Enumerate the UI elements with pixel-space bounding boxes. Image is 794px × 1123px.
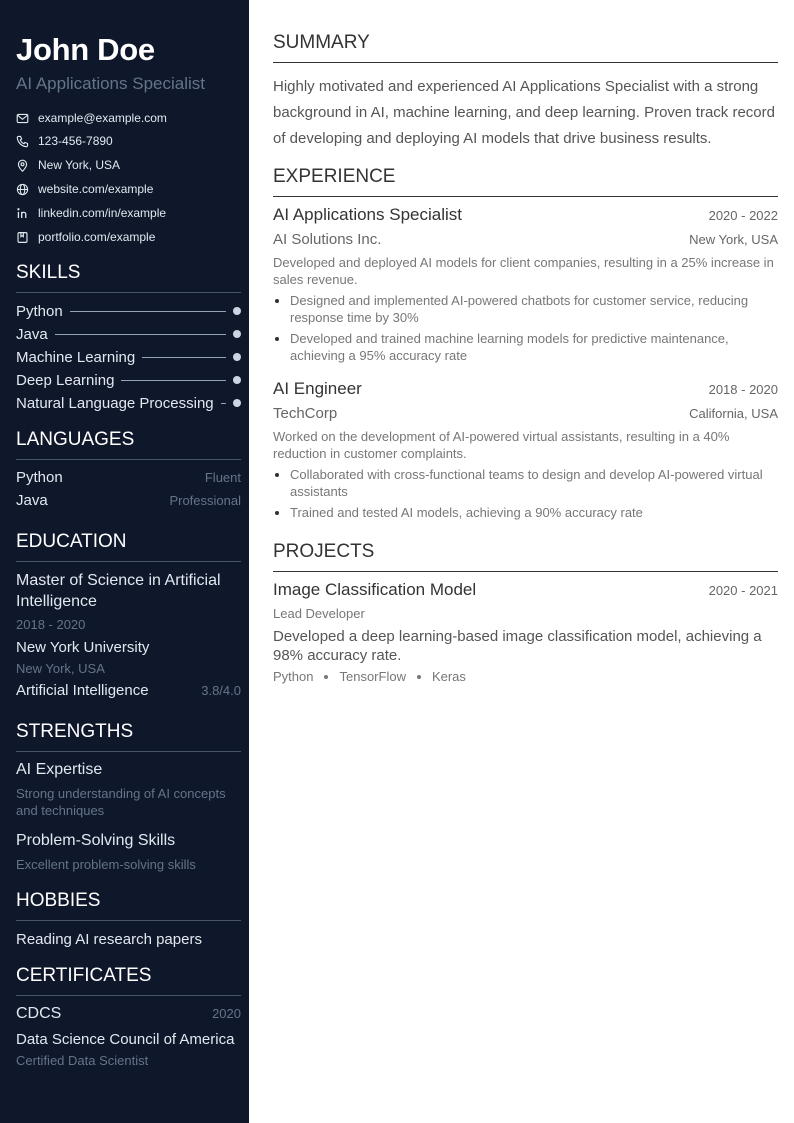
language-name: Python (16, 469, 63, 486)
certificates-divider (16, 995, 241, 996)
project-tags (273, 669, 466, 684)
strengths-heading: STRENGTHS (16, 721, 134, 742)
skill-label: Deep Learning (16, 371, 115, 389)
contact-email[interactable] (16, 109, 167, 127)
map-pin-icon (16, 159, 29, 172)
strength-title: Problem-Solving Skills (16, 832, 176, 849)
experience-divider (273, 196, 778, 197)
hobbies-heading: HOBBIES (16, 890, 101, 911)
experience-company-row (273, 405, 778, 422)
strength-title: AI Expertise (16, 761, 103, 778)
contact-website-text: website.com/example (38, 182, 154, 196)
skill-line (221, 403, 226, 404)
education-field-row (16, 682, 241, 699)
skill-item (16, 324, 241, 344)
strength-desc: Strong understanding of AI concepts and techniques (16, 786, 226, 818)
experience-heading: EXPERIENCE (273, 166, 396, 187)
experience-company-row (273, 231, 778, 248)
education-heading: EDUCATION (16, 531, 127, 552)
candidate-title: AI Applications Specialist (16, 74, 205, 93)
contact-phone[interactable] (16, 132, 113, 150)
experience-bullet: Designed and implemented AI-powered chatbots for customer service, reducing response time by 30% (273, 292, 778, 326)
project-tag: Keras (431, 669, 466, 684)
project-title: Image Classification Model (273, 580, 477, 599)
contact-email-text: example@example.com (38, 111, 167, 125)
experience-title: AI Applications Specialist (273, 205, 462, 224)
language-name: Java (16, 492, 48, 509)
skill-line (70, 311, 226, 312)
skills-heading: SKILLS (16, 262, 81, 283)
contact-portfolio[interactable] (16, 228, 155, 246)
skill-line (142, 357, 226, 358)
sidebar (0, 0, 249, 1123)
strength-desc: Excellent problem-solving skills (16, 857, 196, 872)
skill-dot (233, 330, 241, 338)
tag-separator (417, 675, 421, 679)
experience-bullet: Trained and tested AI models, achieving a 90% accuracy rate (273, 504, 778, 521)
experience-location: New York, USA (689, 232, 778, 247)
contact-website[interactable] (16, 180, 153, 198)
languages-heading: LANGUAGES (16, 429, 135, 450)
education-gpa: 3.8/4.0 (201, 683, 241, 698)
education-degree: Master of Science in Artificial Intelligence (16, 572, 221, 610)
experience-title: AI Engineer (273, 379, 362, 398)
experience-bullet: Developed and trained machine learning models for predictive maintenance, achieving a 95% accuracy rate (273, 330, 778, 364)
skill-dot (233, 307, 241, 315)
phone-icon (16, 135, 29, 148)
bookmark-icon (16, 231, 29, 244)
certificate-year: 2020 (212, 1006, 241, 1021)
experience-desc: Developed and deployed AI models for client companies, resulting in a 25% increase in sales revenue. (273, 255, 774, 287)
experience-dates: 2018 - 2020 (708, 382, 778, 397)
education-dates: 2018 - 2020 (16, 617, 86, 632)
projects-heading: PROJECTS (273, 541, 375, 562)
experience-location: California, USA (689, 406, 778, 421)
education-divider (16, 561, 241, 562)
language-item (16, 492, 241, 509)
skill-item (16, 301, 241, 321)
skill-dot (233, 399, 241, 407)
project-title-row (273, 580, 778, 600)
project-desc: Developed a deep learning-based image classification model, achieving a 98% accuracy rate. (273, 628, 762, 664)
project-dates: 2020 - 2021 (708, 583, 778, 598)
skill-label: Machine Learning (16, 348, 136, 366)
skill-item (16, 347, 241, 367)
project-tag: TensorFlow (339, 669, 406, 684)
skill-label: Python (16, 302, 63, 320)
certificate-issuer: Data Science Council of America (16, 1031, 235, 1048)
contact-location-text: New York, USA (38, 158, 121, 172)
skill-item (16, 393, 241, 413)
skill-label: Natural Language Processing (16, 394, 214, 412)
skill-dot (233, 353, 241, 361)
certificate-name: CDCS (16, 1005, 62, 1022)
language-level: Professional (169, 493, 241, 508)
skill-dot (233, 376, 241, 384)
experience-bullet: Collaborated with cross-functional teams to design and develop AI-powered virtual assistants (273, 466, 778, 500)
skills-divider (16, 292, 241, 293)
experience-company: TechCorp (273, 405, 338, 422)
globe-icon (16, 183, 29, 196)
certificate-row (16, 1005, 241, 1023)
experience-desc: Worked on the development of AI-powered virtual assistants, resulting in a 40% reduction in customer complaints. (273, 429, 730, 461)
certificate-desc: Certified Data Scientist (16, 1053, 149, 1068)
hobbies-divider (16, 920, 241, 921)
language-item (16, 469, 241, 486)
skill-label: Java (16, 325, 48, 343)
languages-divider (16, 459, 241, 460)
certificates-heading: CERTIFICATES (16, 965, 152, 986)
experience-company: AI Solutions Inc. (273, 231, 382, 248)
hobby-item: Reading AI research papers (16, 931, 202, 948)
education-field: Artificial Intelligence (16, 682, 149, 699)
education-location: New York, USA (16, 661, 105, 676)
experience-title-row (273, 379, 778, 399)
tag-separator (324, 675, 328, 679)
mail-icon (16, 112, 29, 125)
experience-dates: 2020 - 2022 (708, 208, 778, 223)
summary-heading: SUMMARY (273, 32, 370, 53)
project-tag: Python (273, 669, 314, 684)
candidate-name: John Doe (16, 32, 155, 67)
strengths-divider (16, 751, 241, 752)
skill-item (16, 370, 241, 390)
summary-text: Highly motivated and experienced AI Applications Specialist with a strong background in AI, machine learning, and deep learning. Proven track record of developing and deploying AI models that drive business results. (273, 78, 775, 147)
linkedin-icon (16, 207, 29, 220)
experience-title-row (273, 205, 778, 225)
skill-line (55, 334, 226, 335)
contact-location (16, 156, 120, 174)
contact-linkedin-text: linkedin.com/in/example (38, 206, 167, 220)
contact-phone-text: 123-456-7890 (38, 134, 113, 148)
skill-line (121, 380, 226, 381)
contact-linkedin[interactable] (16, 204, 166, 222)
projects-divider (273, 571, 778, 572)
contact-portfolio-text: portfolio.com/example (38, 230, 156, 244)
project-role: Lead Developer (273, 606, 365, 621)
language-level: Fluent (204, 470, 241, 485)
education-school: New York University (16, 639, 150, 656)
summary-divider (273, 62, 778, 63)
